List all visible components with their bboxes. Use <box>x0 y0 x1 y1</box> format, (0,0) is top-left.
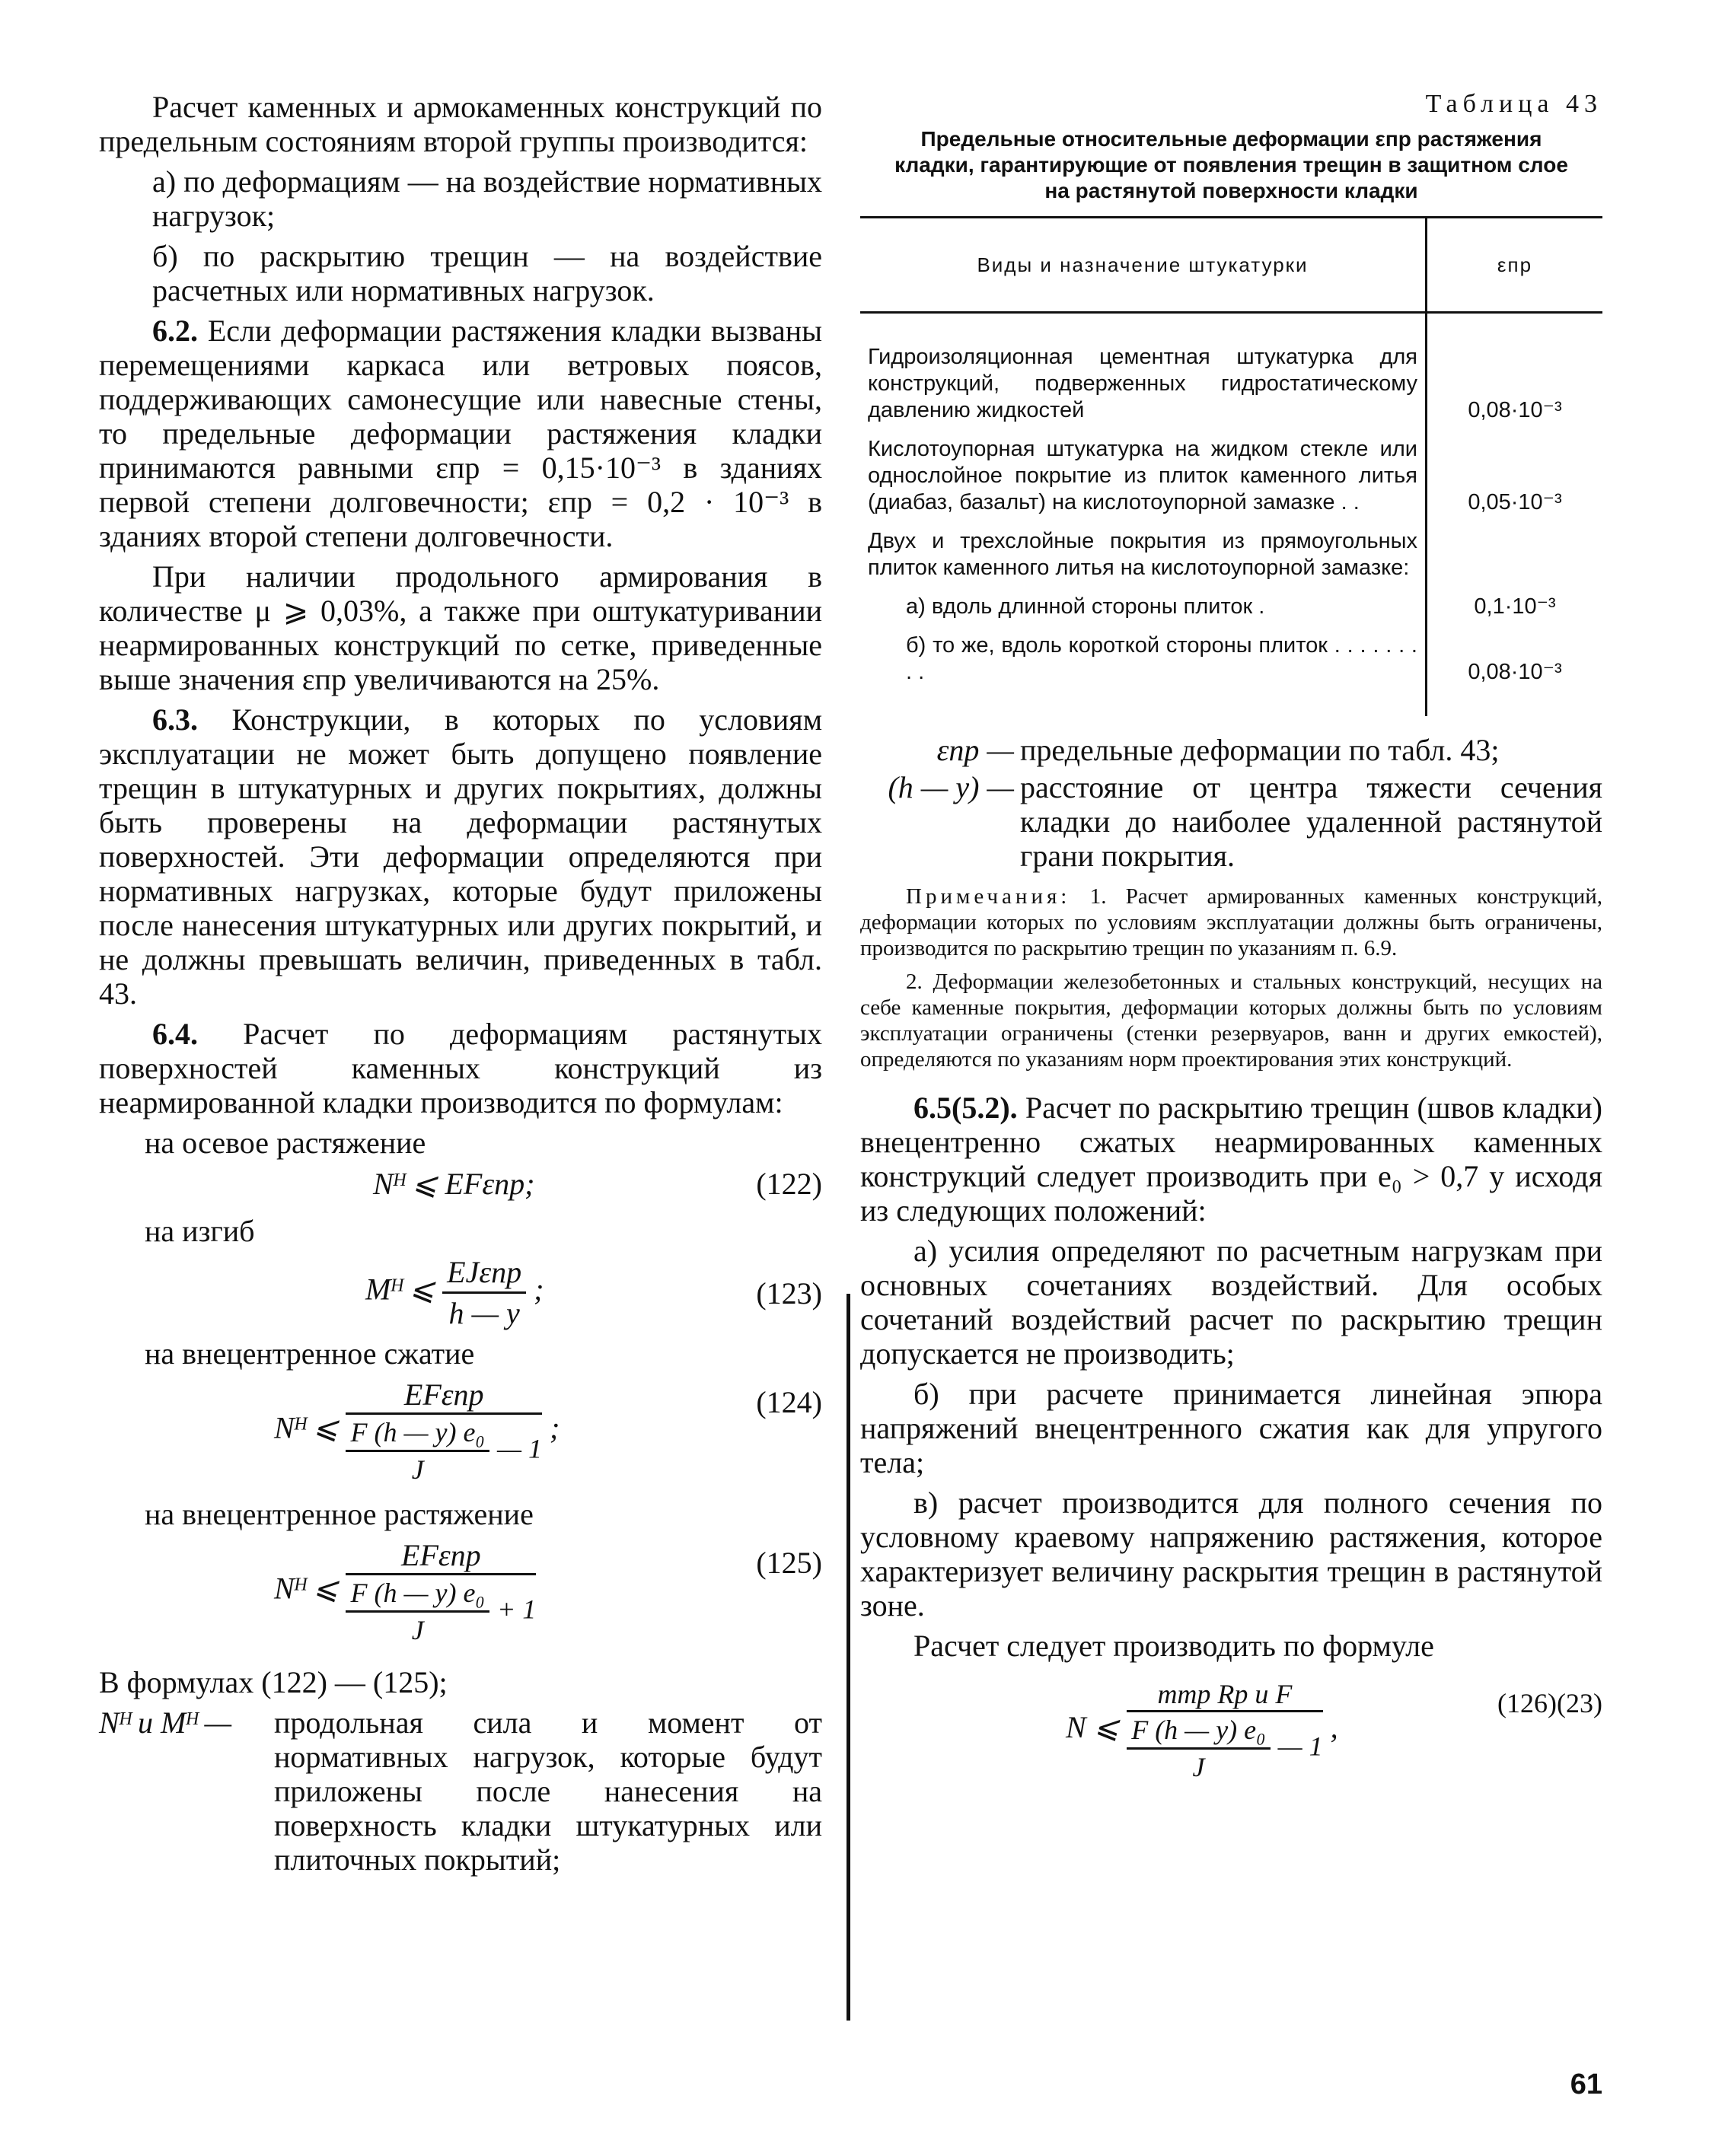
note-1 <box>860 884 1602 961</box>
paragraph-formula-intro: Расчет следует производить по формуле <box>913 1629 1434 1663</box>
formula-number: (125) <box>756 1546 822 1580</box>
formula-expression <box>274 1377 560 1486</box>
notes-block <box>860 884 1602 1072</box>
definition-term: (h — y) — <box>888 770 1014 804</box>
fraction <box>1127 1678 1322 1783</box>
definition-text: предельные деформации по табл. 43; <box>1020 733 1500 767</box>
formula-expression <box>1066 1678 1338 1783</box>
formula-lhs: Nᴴ ⩽ <box>274 1410 339 1445</box>
table-cell-type: Двух и трехслойные покрытия из прямоугольных плиток каменного литья на кислотоупорной замазке: <box>860 521 1427 586</box>
fraction <box>442 1254 526 1331</box>
formula-122 <box>99 1166 822 1208</box>
formula-expression: Nᴴ ⩽ EFεпр; <box>373 1167 535 1201</box>
formula-expression <box>274 1537 536 1646</box>
list-item-a: а) усилия определяют по расчетным нагрузкам при основных сочетаниях воздействий. Для особых сочетаний воздействий расчет по раскрытию трещин допускается не производить; <box>860 1234 1602 1371</box>
formula-124 <box>99 1377 822 1491</box>
definition-h-y <box>860 770 1602 873</box>
paragraph-text: Если деформации растяжения кладки вызваны перемещениями каркаса или ветровых поясов, поддерживающих самонесущие или навесные стены, то предельные деформации растяжения кладки принимаются равными εпр = 0,15·10⁻³ в зданиях первой степени долговечности; εпр = 0,2 · 10⁻³ в зданиях второй степени долговечности. <box>99 314 822 553</box>
fraction <box>346 1537 536 1646</box>
definition-text: расстояние от центра тяжести сечения кладки до наиболее удаленной растянутой грани покрытия. <box>1020 770 1602 873</box>
numerator: mтр Rр и F <box>1127 1678 1322 1712</box>
table-cell-type: Кислотоупорная штукатурка на жидком стекле или однослойное покрытие из плиток каменного литья (диабаз, базальт) на кислотоупорной замазке . . <box>860 428 1427 521</box>
paragraph-6-3 <box>99 702 822 1011</box>
section-number: 6.2. <box>152 314 198 348</box>
formula-lhs: Mᴴ ⩽ <box>365 1272 435 1307</box>
formula-123 <box>99 1254 822 1330</box>
list-item-b: б) по раскрытию трещин — на воздействие расчетных или нормативных нагрузок. <box>152 239 822 307</box>
formula-number: (122) <box>756 1167 822 1201</box>
inner-fraction <box>1127 1714 1270 1783</box>
table-row <box>860 521 1602 586</box>
note-text: 1. Расчет армированных каменных конструкций, деформации которых по условиям эксплуатации должны быть ограничены, производится по раскрытию трещин по указаниям п. 6.9. <box>860 884 1602 960</box>
paragraph-6-4 <box>99 1017 822 1119</box>
list-item-b: б) при расчете принимается линейная эпюра напряжений внецентренного сжатия как для упругого тела; <box>860 1377 1602 1479</box>
table-cell-type: а) вдоль длинной стороны плиток . <box>860 586 1427 625</box>
section-number: 6.3. <box>152 702 198 737</box>
notes-label: Примечания: <box>906 884 1071 909</box>
inner-denominator: J <box>411 1454 424 1485</box>
inner-denominator: J <box>1192 1752 1205 1782</box>
inner-numerator: F (h — y) e₀ <box>346 1577 489 1613</box>
paragraph-text: Расчет по раскрытию трещин (швов кладки) внецентренно сжатых неармированных каменных конструкций следует производить при e₀ > 0,7 y исходя из следующих положений: <box>860 1091 1603 1228</box>
denominator <box>1127 1712 1322 1783</box>
inner-fraction <box>346 1577 489 1646</box>
table-cell-value <box>1427 521 1603 586</box>
definition-term: εпр — <box>936 733 1014 767</box>
formula-expression <box>365 1254 544 1331</box>
column-divider <box>847 1294 850 2021</box>
numerator: EFεпр <box>346 1377 541 1415</box>
section-number: 6.5(5.2). <box>913 1091 1018 1125</box>
denominator <box>346 1415 541 1486</box>
paragraph-6-5 <box>860 1091 1602 1228</box>
formula-label-axial: на осевое растяжение <box>145 1126 426 1160</box>
formula-label-eccentric-tension: на внецентренное растяжение <box>145 1497 534 1531</box>
denominator-tail: — 1 <box>496 1433 542 1464</box>
denominator: h — y <box>448 1296 520 1330</box>
paragraph-reinforcement: При наличии продольного армирования в количестве μ ⩾ 0,03%, а также при оштукатуривании неармированных конструкций по сетке, приведенные выше значения εпр увеличиваются на 25%. <box>99 559 822 696</box>
numerator: EJεпр <box>442 1254 526 1294</box>
section-number: 6.4. <box>152 1017 198 1051</box>
inner-fraction <box>346 1416 489 1486</box>
paragraph-intro: Расчет каменных и армокаменных конструкций по предельным состояниям второй группы производится: <box>99 90 822 158</box>
table-cell-value: 0,08·10⁻³ <box>1468 398 1562 422</box>
table-title: Предельные относительные деформации εпр растяжения кладки, гарантирующие от появления трещин в защитном слое на растянутой поверхности кладки <box>894 127 1568 202</box>
table-43 <box>860 216 1602 716</box>
paragraph-text: Конструкции, в которых по условиям эксплуатации не может быть допущено появление трещин в штукатурных и других покрытиях, должны быть проверены на деформации растянутых поверхностей. Эти деформации определяются при нормативных нагрузках, которые будут приложены после нанесения штукатурных или других покрытий, и не должны превышать величин, приведенных в табл. 43. <box>99 702 822 1011</box>
paragraph-formulas-ref: В формулах (122) — (125); <box>99 1665 448 1699</box>
formula-label-eccentric-compression: на внецентренное сжатие <box>145 1336 475 1371</box>
table-cell-type: б) то же, вдоль короткой стороны плиток . . . . . . . . . <box>860 625 1427 716</box>
formula-125 <box>99 1537 822 1659</box>
formula-punct: ; <box>549 1410 560 1445</box>
definition-n-m <box>99 1705 822 1877</box>
denominator-tail: + 1 <box>496 1594 537 1625</box>
numerator: EFεпр <box>346 1537 536 1575</box>
definition-epsilon <box>860 733 1602 767</box>
paragraph-text: Расчет по деформациям растянутых поверхностей каменных конструкций из неармированной кладки производится по формулам: <box>99 1017 822 1119</box>
page-number: 61 <box>1570 2068 1602 2100</box>
list-item-a: а) по деформациям — на воздействие нормативных нагрузок; <box>152 164 822 233</box>
inner-numerator: F (h — y) e₀ <box>346 1416 489 1452</box>
table-header-row <box>860 218 1602 313</box>
formula-lhs: N ⩽ <box>1066 1710 1120 1745</box>
list-item-c: в) расчет производится для полного сечения по условному краевому напряжению растяжения, которое характеризует величину раскрытия трещин в растянутой зоне. <box>860 1486 1602 1623</box>
formula-number: (123) <box>756 1276 822 1310</box>
inner-numerator: F (h — y) e₀ <box>1127 1714 1270 1750</box>
definition-text: продольная сила и момент от нормативных нагрузок, которые будут приложены после нанесения на поверхность кладки штукатурных или плиточных покрытий; <box>274 1705 822 1877</box>
table-cell-value: 0,08·10⁻³ <box>1468 660 1562 684</box>
table-cell-value: 0,05·10⁻³ <box>1468 490 1562 514</box>
table-cell-value: 0,1·10⁻³ <box>1474 594 1556 619</box>
formula-number: (124) <box>756 1385 822 1419</box>
definition-term: Nᴴ и Mᴴ — <box>99 1705 232 1740</box>
fraction <box>346 1377 541 1486</box>
table-row <box>860 313 1602 429</box>
table-row <box>860 625 1602 716</box>
table-row <box>860 586 1602 625</box>
table-label: Таблица 43 <box>1425 90 1602 118</box>
table-cell-type: Гидроизоляционная цементная штукатурка для конструкций, подверженных гидростатическому давлению жидкостей <box>860 313 1427 429</box>
right-column <box>860 90 1602 1814</box>
denominator-tail: — 1 <box>1277 1731 1323 1762</box>
formula-lhs: Nᴴ ⩽ <box>274 1571 339 1606</box>
formula-label-bending: на изгиб <box>145 1214 255 1248</box>
paragraph-6-2 <box>99 314 822 553</box>
inner-denominator: J <box>411 1615 424 1645</box>
left-column <box>99 90 822 1877</box>
column-header-type: Виды и назначение штукатурки <box>860 218 1427 313</box>
formula-punct: ; <box>534 1272 544 1307</box>
formula-number: (126)(23) <box>1497 1688 1602 1718</box>
formula-126 <box>860 1678 1602 1807</box>
note-2: 2. Деформации железобетонных и стальных конструкций, несущих на себе каменные покрытия, деформации которых должны быть по условиям эксплуатации ограничены (стенки резервуаров, ванн и других емкостей), определяются по указаниям норм проектирования этих конструкций. <box>860 970 1602 1072</box>
table-row <box>860 428 1602 521</box>
formula-punct: , <box>1330 1710 1338 1745</box>
column-header-value: εпр <box>1427 218 1603 313</box>
denominator <box>346 1575 536 1646</box>
